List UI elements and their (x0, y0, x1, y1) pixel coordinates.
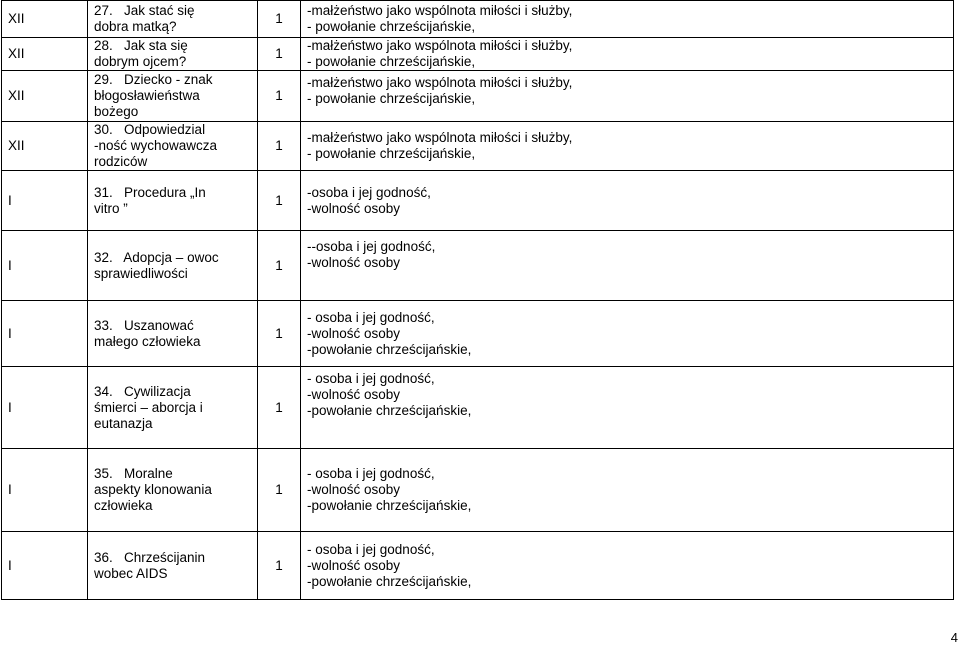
content-line: -wolność osoby (307, 482, 401, 497)
topic-line: człowieka (94, 498, 153, 513)
content-line: -wolność osoby (307, 325, 401, 341)
content-cell (301, 1, 954, 38)
grade-cell: I (2, 367, 88, 449)
content-line: -powołanie chrześcijańskie, (307, 573, 472, 589)
topic-line: 27. Jak stać się (94, 3, 195, 18)
topic-line: dobra matką? (94, 19, 177, 34)
topic-cell (88, 367, 258, 449)
content-cell (301, 367, 954, 449)
content-line: - osoba i jej godność, (307, 371, 435, 386)
content-line: - osoba i jej godność, (307, 309, 435, 325)
topic-cell (88, 171, 258, 231)
topic-line: błogosławieństwa (94, 88, 200, 103)
topic-line: -ność wychowawcza (94, 138, 218, 153)
table-row (2, 301, 954, 367)
content-cell (301, 71, 954, 122)
page-number: 4 (950, 630, 958, 645)
grade-cell: I (2, 301, 88, 367)
content-line: -małżeństwo jako wspólnota miłości i służby, (307, 3, 573, 18)
topic-cell (88, 449, 258, 532)
table-row (2, 367, 954, 449)
content-line: -wolność osoby (307, 557, 401, 573)
topic-line: rodziców (94, 154, 148, 169)
content-cell (301, 171, 954, 231)
topic-line: sprawiedliwości (94, 265, 188, 281)
hours-cell: 1 (258, 532, 301, 600)
content-line: -powołanie chrześcijańskie, (307, 403, 472, 418)
grade-cell: I (2, 171, 88, 231)
content-line: - osoba i jej godność, (307, 541, 435, 557)
topic-line: 34. Cywilizacja (94, 383, 191, 399)
topic-line: 31. Procedura „In (94, 184, 206, 200)
grade-cell: XII (2, 38, 88, 71)
table-row (2, 231, 954, 301)
grade-cell: XII (2, 71, 88, 122)
table-row (2, 38, 954, 71)
content-line: - osoba i jej godność, (307, 466, 435, 481)
content-cell (301, 532, 954, 600)
content-line: -małżeństwo jako wspólnota miłości i służby, (307, 130, 573, 145)
content-line: - powołanie chrześcijańskie, (307, 146, 476, 161)
topic-line: eutanazja (94, 415, 153, 431)
content-line: -wolność osoby (307, 200, 401, 216)
topic-line: 28. Jak sta się (94, 38, 188, 53)
topic-cell (88, 122, 258, 171)
content-line: -wolność osoby (307, 387, 401, 402)
topic-line: aspekty klonowania (94, 482, 212, 497)
topic-line: 29. Dziecko - znak (94, 72, 213, 87)
hours-cell: 1 (258, 449, 301, 532)
table-row (2, 122, 954, 171)
content-line: -wolność osoby (307, 255, 401, 270)
hours-cell: 1 (258, 301, 301, 367)
topic-cell (88, 231, 258, 301)
content-line: -małżeństwo jako wspólnota miłości i służby, (307, 38, 573, 53)
topic-line: 30. Odpowiedzial (94, 122, 206, 137)
hours-cell: 1 (258, 71, 301, 122)
content-line: - powołanie chrześcijańskie, (307, 91, 476, 106)
content-cell (301, 38, 954, 71)
topic-line: 36. Chrześcijanin (94, 549, 206, 565)
content-cell (301, 449, 954, 532)
table-row (2, 532, 954, 600)
topic-line: wobec AIDS (94, 565, 168, 581)
hours-cell: 1 (258, 122, 301, 171)
grade-cell: I (2, 449, 88, 532)
curriculum-table (1, 0, 954, 600)
content-line: -osoba i jej godność, (307, 184, 431, 200)
content-cell (301, 122, 954, 171)
topic-line: śmierci – aborcja i (94, 399, 203, 415)
grade-cell: I (2, 532, 88, 600)
table-row (2, 1, 954, 38)
content-line: -małżeństwo jako wspólnota miłości i służby, (307, 75, 573, 90)
topic-line: małego człowieka (94, 333, 201, 349)
content-line: - powołanie chrześcijańskie, (307, 19, 476, 34)
topic-cell (88, 38, 258, 71)
table-row (2, 449, 954, 532)
hours-cell: 1 (258, 171, 301, 231)
grade-cell: XII (2, 1, 88, 38)
grade-cell: XII (2, 122, 88, 171)
topic-cell (88, 301, 258, 367)
table-row (2, 171, 954, 231)
table-row (2, 71, 954, 122)
topic-line: 33. Uszanować (94, 317, 194, 333)
topic-line: 35. Moralne (94, 466, 173, 481)
topic-cell (88, 71, 258, 122)
content-line: -powołanie chrześcijańskie, (307, 341, 472, 357)
topic-cell (88, 532, 258, 600)
hours-cell: 1 (258, 231, 301, 301)
topic-line: vitro ” (94, 200, 128, 216)
content-line: -powołanie chrześcijańskie, (307, 498, 472, 513)
topic-line: bożego (94, 104, 139, 119)
content-line: --osoba i jej godność, (307, 239, 436, 254)
hours-cell: 1 (258, 367, 301, 449)
topic-line: dobrym ojcem? (94, 54, 187, 69)
topic-cell (88, 1, 258, 38)
hours-cell: 1 (258, 38, 301, 71)
content-cell (301, 231, 954, 301)
grade-cell: I (2, 231, 88, 301)
topic-line: 32. Adopcja – owoc (94, 249, 219, 265)
hours-cell: 1 (258, 1, 301, 38)
content-line: - powołanie chrześcijańskie, (307, 54, 476, 69)
content-cell (301, 301, 954, 367)
